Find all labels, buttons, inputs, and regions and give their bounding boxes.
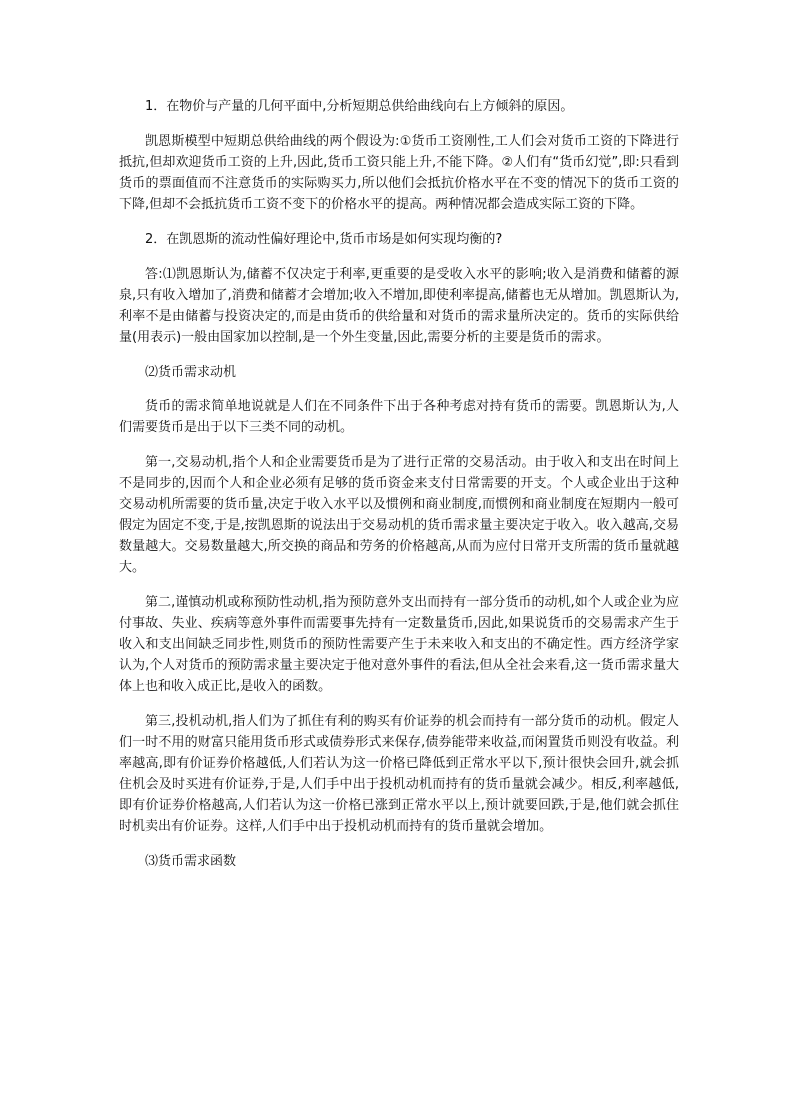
answer-1-paragraph: 凯恩斯模型中短期总供给曲线的两个假设为:①货币工资刚性,工人们会对货币工资的下降进行抵抗,但却欢迎货币工资的上升,因此,货币工资只能上升,不能下降。②人们有“货币幻觉”,即:只看到货币的票面值而不注意货币的实际购买力,所以他们会抵抗价格水平在不变的情况下的货币工资的下降,但却不会抵抗货币工资不变下的价格水平的提高。两种情况都会造成实际工资的下降。 bbox=[119, 134, 679, 212]
money-demand-definition-paragraph: 货币的需求简单地说就是人们在不同条件下出于各种考虑对持有货币的需要。凯恩斯认为,人们需要货币是出于以下三类不同的动机。 bbox=[119, 399, 679, 435]
speculative-motive-paragraph: 第三,投机动机,指人们为了抓住有利的购买有价证券的机会而持有一部分货币的动机。假定人们一时不用的财富只能用货币形式或债券形式来保存,债券能带来收益,而闲置货币则没有收益。利率越高,即有价证券价格越低,人们若认为这一价格已降低到正常水平以下,预计很快会回升,就会抓住机会及时买进有价证券,于是,人们手中出于投机动机而持有的货币量就会减少。相反,利率越低,即有价证券价格越高,人们若认为这一价格已涨到正常水平以上,预计就要回跌,于是,他们就会抓住时机卖出有价证券。这样,人们手中出于投机动机而持有的货币量就会增加。 bbox=[119, 714, 679, 834]
document-body bbox=[119, 96, 679, 885]
precautionary-motive-paragraph: 第二,谨慎动机或称预防性动机,指为预防意外支出而持有一部分货币的动机,如个人或企业为应付事故、失业、疾病等意外事件而需要事先持有一定数量货币,因此,如果说货币的交易需求产生于收入和支出间缺乏同步性,则货币的预防性需要产生于未来收入和支出的不确定性。西方经济学家认为,个人对货币的预防需求量主要决定于他对意外事件的看法,但从全社会来看,这一货币需求量大体上也和收入成正比,是收入的函数。 bbox=[119, 595, 679, 694]
answer-2-intro-paragraph: 答:⑴凯恩斯认为,储蓄不仅决定于利率,更重要的是受收入水平的影响;收入是消费和储蓄的源泉,只有收入增加了,消费和储蓄才会增加;收入不增加,即使利率提高,储蓄也无从增加。凯恩斯认为,利率不是由储蓄与投资决定的,而是由货币的供给量和对货币的需求量所决定的。货币的实际供给量(用表示)一般由国家加以控制,是一个外生变量,因此,需要分析的主要是货币的需求。 bbox=[119, 267, 679, 345]
question-1-heading: 1．在物价与产量的几何平面中,分析短期总供给曲线向右上方倾斜的原因。 bbox=[145, 99, 574, 114]
money-demand-function-subheading: ⑶货币需求函数 bbox=[145, 854, 237, 869]
transaction-motive-paragraph: 第一,交易动机,指个人和企业需要货币是为了进行正常的交易活动。由于收入和支出在时间上不是同步的,因而个人和企业必须有足够的货币资金来支付日常需要的开支。个人或企业出于这种交易动机所需要的货币量,决定于收入水平以及惯例和商业制度,而惯例和商业制度在短期内一般可假定为固定不变,于是,按凯恩斯的说法出于交易动机的货币需求量主要决定于收入。收入越高,交易数量越大。交易数量越大,所交换的商品和劳务的价格越高,从而为应付日常开支所需的货币量就越大。 bbox=[119, 455, 679, 575]
question-2-heading: 2．在凯恩斯的流动性偏好理论中,货币市场是如何实现均衡的? bbox=[145, 232, 503, 247]
money-demand-motives-subheading: ⑵货币需求动机 bbox=[145, 365, 237, 380]
